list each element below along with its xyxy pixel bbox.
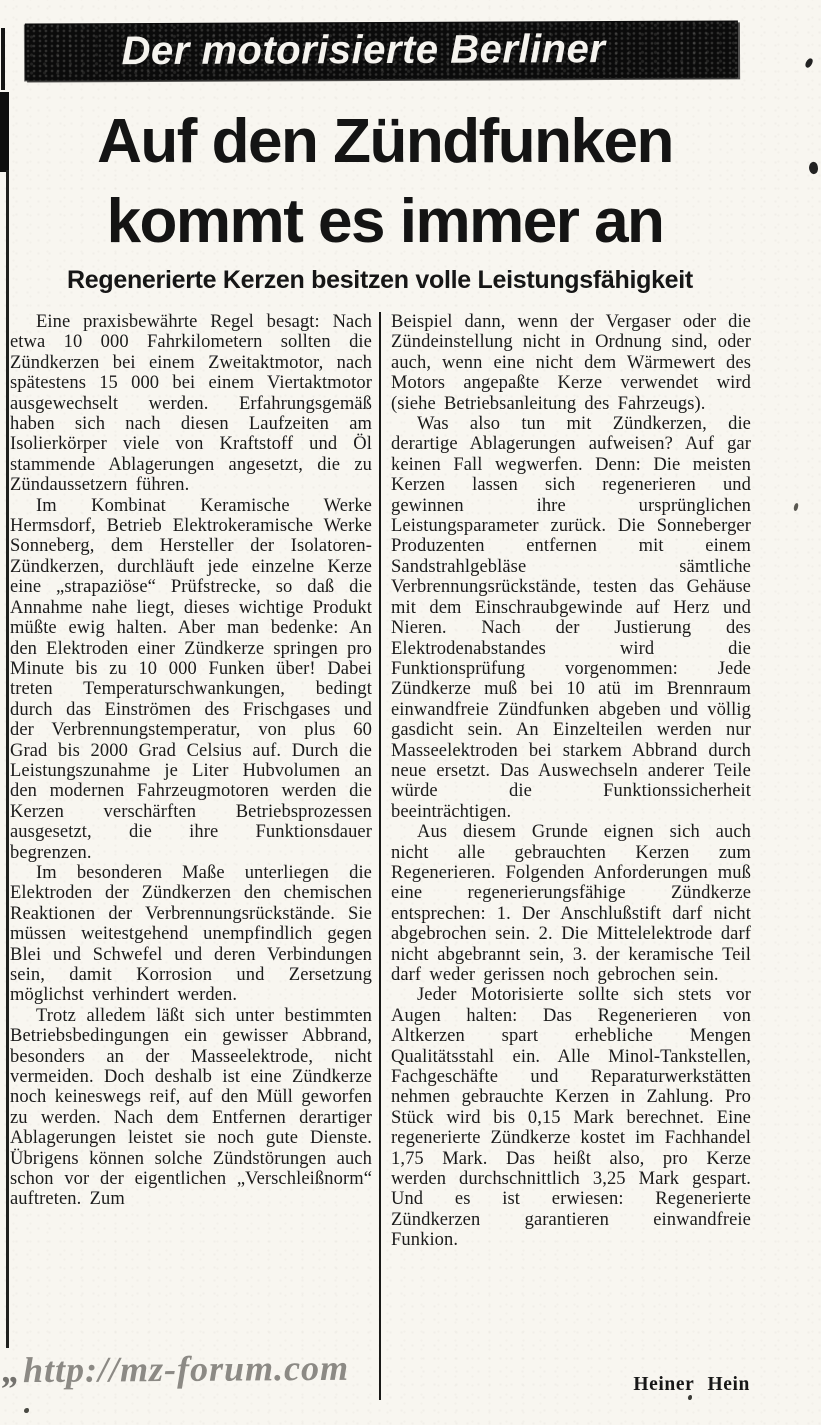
article-subtitle: Regenerierte Kerzen besitzen volle Leistungsfähigkeit [67,266,693,294]
paragraph: Jeder Motorisierte sollte sich stets vor Augen halten: Das Regenerieren von Altkerzen spart erhebliche Mengen Qualitätsstahl ein. Alle Minol-Tankstellen, Fachgeschäfte und Reparaturwerkstätten nehmen gebrauchte Kerzen in Zahlung. Pro Stück wird bis 0,15 Mark berechnet. Eine regenerierte Zündkerze kostet im Fachhandel 1,75 Mark. Das heißt also, pro Kerze werden durchschnittlich 3,25 Mark gespart. Und es ist erwiesen: Regenerierte Zündkerzen garantieren einwandfreie Funkion. [391,985,751,1251]
scan-edge-line [6,170,9,1348]
paragraph: Was also tun mit Zündkerzen, die derartige Ablagerungen aufweisen? Auf gar keinen Fall wegwerfen. Denn: Die meisten Kerzen lassen sich regenerieren und gewinnen ihre ursprünglichen Leistungsparameter zurück. Die Sonneberger Produzenten entfernen mit einem Sandstrahlgebläse sämtliche Verbrennungsrückstände, testen das Gehäuse mit dem Einschraubgewinde auf Herz und Nieren. Nach der Justierung des Elektrodenabstandes wird die Funktionsprüfung vorgenommen: Jede Zündkerze muß bei 10 atü im Brennraum einwandfreie Zündfunken abgeben und völlig gasdicht sein. An Einzelteilen werden nur Masseelektroden bei starkem Abbrand durch neue ersetzt. Das Auswechseln anderer Teile würde die Funktionssicherheit beeinträchtigen. [391,414,751,822]
paragraph: Beispiel dann, wenn der Vergaser oder die Zündeinstellung nicht in Ordnung sind, oder auch, wenn eine nicht dem Wärmewert des Motors angepaßte Kerze verwendet wird (siehe Betriebsanleitung des Fahrzeugs). [391,312,751,414]
scan-speck [808,161,820,175]
paragraph: Im besonderen Maße unterliegen die Elektroden der Zündkerzen den chemischen Reaktionen der Verbrennungsrückstände. Sie müssen weitestgehend unempfindlich gegen Blei und Schwefel und deren Verbindungen sein, damit Korrosion und Zersetzung möglichst verhindert werden. [10,862,372,1006]
article-headline [40,102,730,262]
right-column [384,312,751,1400]
byline: Heiner Hein [633,1374,750,1395]
paragraph: Aus diesem Grunde eignen sich auch nicht alle gebrauchten Kerzen zum Regenerieren. Folgenden Anforderungen muß eine regenerierungsfähige Zündkerze entsprechen: 1. Der Anschlußstift darf nicht abgebrochen sein. 2. Die Mittelelektrode darf nicht abgebrannt sein, 3. der keramische Teil darf weder gerissen noch gebrochen sein. [391,822,751,985]
scan-speck [804,57,814,69]
scan-edge-dash [1,28,5,90]
paragraph: Im Kombinat Keramische Werke Hermsdorf, Betrieb Elektrokeramische Werke Sonneberg, dem Hersteller der Isolatoren-Zündkerzen, durchläuft jede einzelne Kerze eine „strapaziöse“ Prüfstrecke, so daß die Annahme nahe liegt, dieses wichtige Produkt müßte ewig halten. Aber man bedenke: An den Elektroden einer Zündkerze springen pro Minute bis zu 10 000 Funken über! Dabei treten Temperaturschwankungen, bedingt durch das Einströmen des Frischgases und der Verbrennungstemperatur, von plus 60 Grad bis 2000 Grad Celsius auf. Durch die Leistungszunahme je Liter Hubvolumen an den modernen Fahrzeugmotoren werden die Kerzen verschärften Betriebsprozessen ausgesetzt, die ihre Funktionsdauer begrenzen. [10,495,372,863]
scan-edge-bar [0,92,9,172]
scan-speck [24,1408,29,1413]
headline-line-1: Auf den Zündfunken [97,107,673,176]
left-column [10,312,376,1400]
scan-speck [793,503,798,512]
watermark-text: „ http://mz-forum.com [2,1347,349,1391]
paragraph: Trotz alledem läßt sich unter bestimmten Betriebsbedingungen ein gewisser Abbrand, besonders an der Masseelektrode, nicht vermeiden. Doch deshalb ist eine Zündkerze noch keineswegs reif, auf den Müll geworfen zu werden. Nach dem Entfernen derartiger Ablagerungen leistet sie noch gute Dienste. Übrigens können solche Zündstörungen auch schon vor der eigentlichen „Verschleißnorm“ auftreten. Zum [10,1005,372,1210]
article-body [10,312,755,1400]
headline-line-2: kommt es immer an [106,187,664,256]
section-banner-label: Der motorisierte Berliner [121,27,606,74]
paragraph: Eine praxisbewährte Regel besagt: Nach etwa 10 000 Fahrkilometern sollten die Zündkerzen bei einem Zweitaktmotor, nach spätestens 15 000 bei einem Viertaktmotor ausgewechselt werden. Erfahrungsgemäß haben sich nach diesen Laufzeiten am Isolierkörper viele von Kraftstoff und Öl stammende Ablagerungen angesetzt, die zu Zündaussetzern führen. [10,312,372,496]
column-divider [379,312,381,1400]
section-banner [25,20,738,80]
